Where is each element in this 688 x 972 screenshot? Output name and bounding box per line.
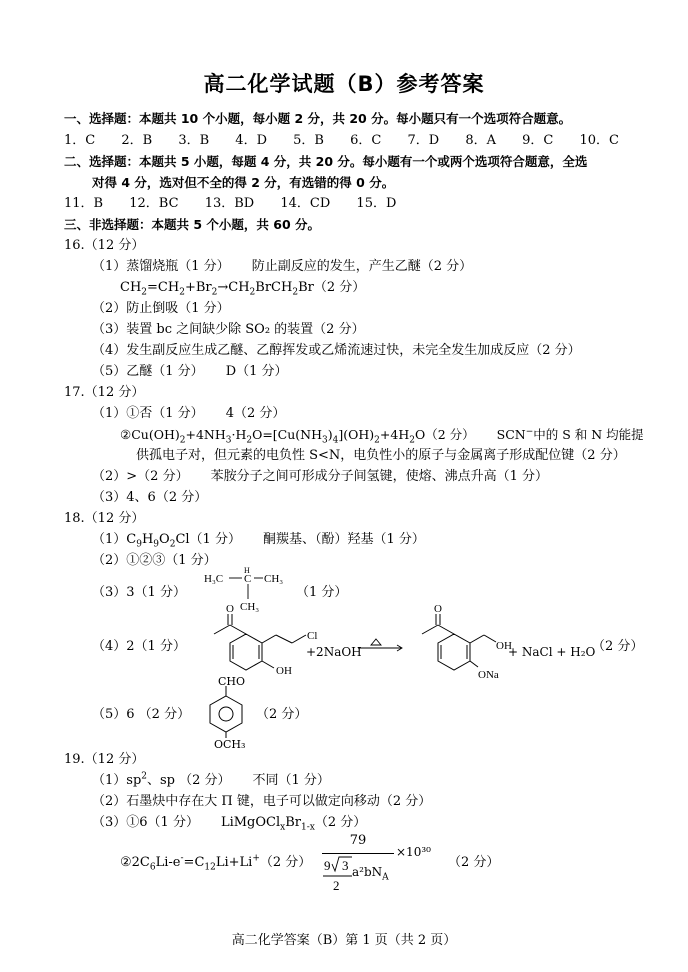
q16-line3: （3）装置 bc 之间缺少除 SO₂ 的装置（2 分） xyxy=(92,322,365,337)
q18-naoh: +2NaOH xyxy=(306,645,362,659)
answer-1: 1．C xyxy=(64,133,96,148)
answer-4: 4．D xyxy=(235,133,267,148)
svg-text:OH: OH xyxy=(496,640,512,652)
answer-13: 13．BD xyxy=(204,196,255,211)
frac-den-b: a²bN xyxy=(352,865,383,879)
svg-text:H₃C: H₃C xyxy=(204,573,224,585)
q19-3c: （2 分） xyxy=(314,815,367,830)
answer-12: 12．BC xyxy=(129,196,179,211)
q19-1c: 不同（1 分） xyxy=(252,773,330,788)
q17-line1 xyxy=(92,403,285,424)
q18-line3a: （3）3（1 分） xyxy=(92,585,186,600)
q19-line3: （3）①6（1 分） $LiMgOCl_xBr_{1-x}(2$ 分） xyxy=(92,815,367,833)
reaction-arrow xyxy=(356,636,406,650)
q16-1b: 防止副反应的发生，产生乙醚（2 分） xyxy=(251,259,473,274)
svg-text:O: O xyxy=(434,603,442,615)
q18-line4d: （2 分） xyxy=(592,639,644,654)
answer-9: 9．C xyxy=(522,133,554,148)
svg-text:CH₃: CH₃ xyxy=(240,601,260,613)
fraction-numerator: 79 xyxy=(349,833,367,848)
q17-3b: 苯胺分子之间可形成分子间氢键，使熔、沸点升高（1 分） xyxy=(210,469,548,484)
section1-heading: 一、选择题：本题共 10 个小题，每小题 2 分，共 20 分。每小题只有一个选项符合题意。 xyxy=(64,111,572,126)
q16-1c: （2 分） xyxy=(313,280,366,295)
answer-5: 5．B xyxy=(293,133,324,148)
q18-1c: 酮羰基、（酚）羟基（1 分） xyxy=(262,532,425,547)
svg-text:CH₃: CH₃ xyxy=(264,573,284,585)
q16-5b: D（1 分） xyxy=(225,364,288,379)
fraction-power: ×10³⁰ xyxy=(396,845,431,859)
answer-10: 10．C xyxy=(579,133,619,148)
section2-answers xyxy=(64,193,396,214)
q18-line2: （2）①②③（1 分） xyxy=(92,553,217,568)
q19-heading: 19.（12 分） xyxy=(64,752,145,767)
page-footer: 高二化学答案（B）第 1 页（共 2 页） xyxy=(231,933,457,948)
q19-3a: （3）①6（1 分） xyxy=(92,815,199,830)
q16-line4: （4）发生副反应生成乙醚、乙醇挥发或乙烯流速过快，未完全发生加成反应（2 分） xyxy=(92,343,581,358)
answer-3: 3．B xyxy=(178,133,210,148)
answer-11: 11．B xyxy=(64,196,104,211)
q17-2c: 中的 S 和 N 均能提 xyxy=(533,427,644,442)
q17-heading: 17.（12 分） xyxy=(64,385,145,400)
section1-answers xyxy=(64,130,619,151)
frac-den-sub: A xyxy=(382,872,389,883)
q16-line2: （2）防止倒吸（1 分） xyxy=(92,301,230,316)
q17-line3 xyxy=(92,466,548,487)
q18-heading: 18.（12 分） xyxy=(64,511,145,526)
q17-1a: （1）①否（1 分） xyxy=(92,406,204,421)
q17-line2: $②Cu(OH)_2+4NH_3\cdot H_2O=[Cu(NH_3)_4](OH)_2+4H_2O(2$ 分） SCN−中的 S 和 N 均能提 xyxy=(120,426,644,446)
isobutane-structure xyxy=(200,568,290,614)
section3-heading: 三、非选择题：本题共 5 个小题，共 60 分。 xyxy=(64,217,321,232)
q18-line4a: （4）2（1 分） xyxy=(92,639,186,654)
q19-line2: （2）石墨炔中存在大 Π 键，电子可以做定向移动（2 分） xyxy=(92,794,432,809)
svg-text:O: O xyxy=(226,603,234,615)
product-structure xyxy=(408,603,512,682)
q18-1b: （1 分） xyxy=(189,532,241,547)
q17-line4: （3）4、6（2 分） xyxy=(92,490,208,505)
q16-equation: $CH_2=CH_2+Br_2\to CH_2BrCH_2Br(2$ 分） xyxy=(120,280,366,298)
q16-5a: （5）乙醚（1 分） xyxy=(92,364,204,379)
page-title: 高二化学试题（B）参考答案 xyxy=(203,72,485,96)
answer-8: 8．A xyxy=(465,133,496,148)
q19-line1: $(1)sp^2$、sp （2 分） 不同（1 分） xyxy=(92,771,330,788)
och3-label: OCH₃ xyxy=(214,738,246,751)
q17-3a: （2）>（2 分） xyxy=(92,469,189,484)
svg-text:ONa: ONa xyxy=(478,669,499,681)
svg-text:9: 9 xyxy=(324,858,331,873)
svg-text:H: H xyxy=(244,566,250,575)
q18-line3b: （1 分） xyxy=(296,585,348,600)
answer-2: 2．B xyxy=(121,133,153,148)
q18-line5a: （5）6 （2 分） xyxy=(92,707,191,722)
section2-heading-line2: 对得 4 分，选对但不全的得 2 分，有选错的得 0 分。 xyxy=(92,175,395,190)
q17-1b: 4（2 分） xyxy=(225,406,286,421)
section2-heading-line1: 二、选择题：本题共 5 小题，每题 4 分，共 20 分。每小题有一个或两个选项符合题意，全选 xyxy=(64,154,588,169)
answer-6: 6．C xyxy=(350,133,382,148)
cho-label: CHO xyxy=(218,675,246,688)
svg-text:3: 3 xyxy=(342,858,349,873)
q19-line4: $②2C_6Li-e^-=C_{12}Li+Li^+(2$ 分） xyxy=(120,853,312,873)
q18-line1: $(1)C_9H_9O_2Cl(1$ 分） 酮羰基、（酚）羟基（1 分） xyxy=(92,532,425,550)
answer-7: 7．D xyxy=(407,133,440,148)
q18-byproducts: + NaCl + H₂O xyxy=(508,645,596,659)
svg-text:OH: OH xyxy=(276,665,292,677)
svg-text:Cl: Cl xyxy=(307,630,318,642)
q17-2b: （2 分） xyxy=(425,427,475,442)
q16-1a: （1）蒸馏烧瓶（1 分） xyxy=(92,259,230,274)
q19-line4c: （2 分） xyxy=(448,855,500,870)
q16-heading: 16.（12 分） xyxy=(64,238,145,253)
q18-line5b: （2 分） xyxy=(256,707,308,722)
q19-4b: （2 分） xyxy=(259,855,312,870)
answer-14: 14．CD xyxy=(280,196,331,211)
answer-15: 15．D xyxy=(356,196,397,211)
fraction-denominator xyxy=(352,862,389,883)
q19-1b: 、sp （2 分） xyxy=(147,773,231,788)
q16-line1 xyxy=(92,256,472,277)
q17-line2-cont: 供孤电子对，但元素的电负性 S<N，电负性小的原子与金属离子形成配位键（2 分） xyxy=(136,448,626,463)
svg-text:2: 2 xyxy=(333,878,340,893)
q16-line5 xyxy=(92,361,288,382)
svg-text:C: C xyxy=(244,573,252,585)
